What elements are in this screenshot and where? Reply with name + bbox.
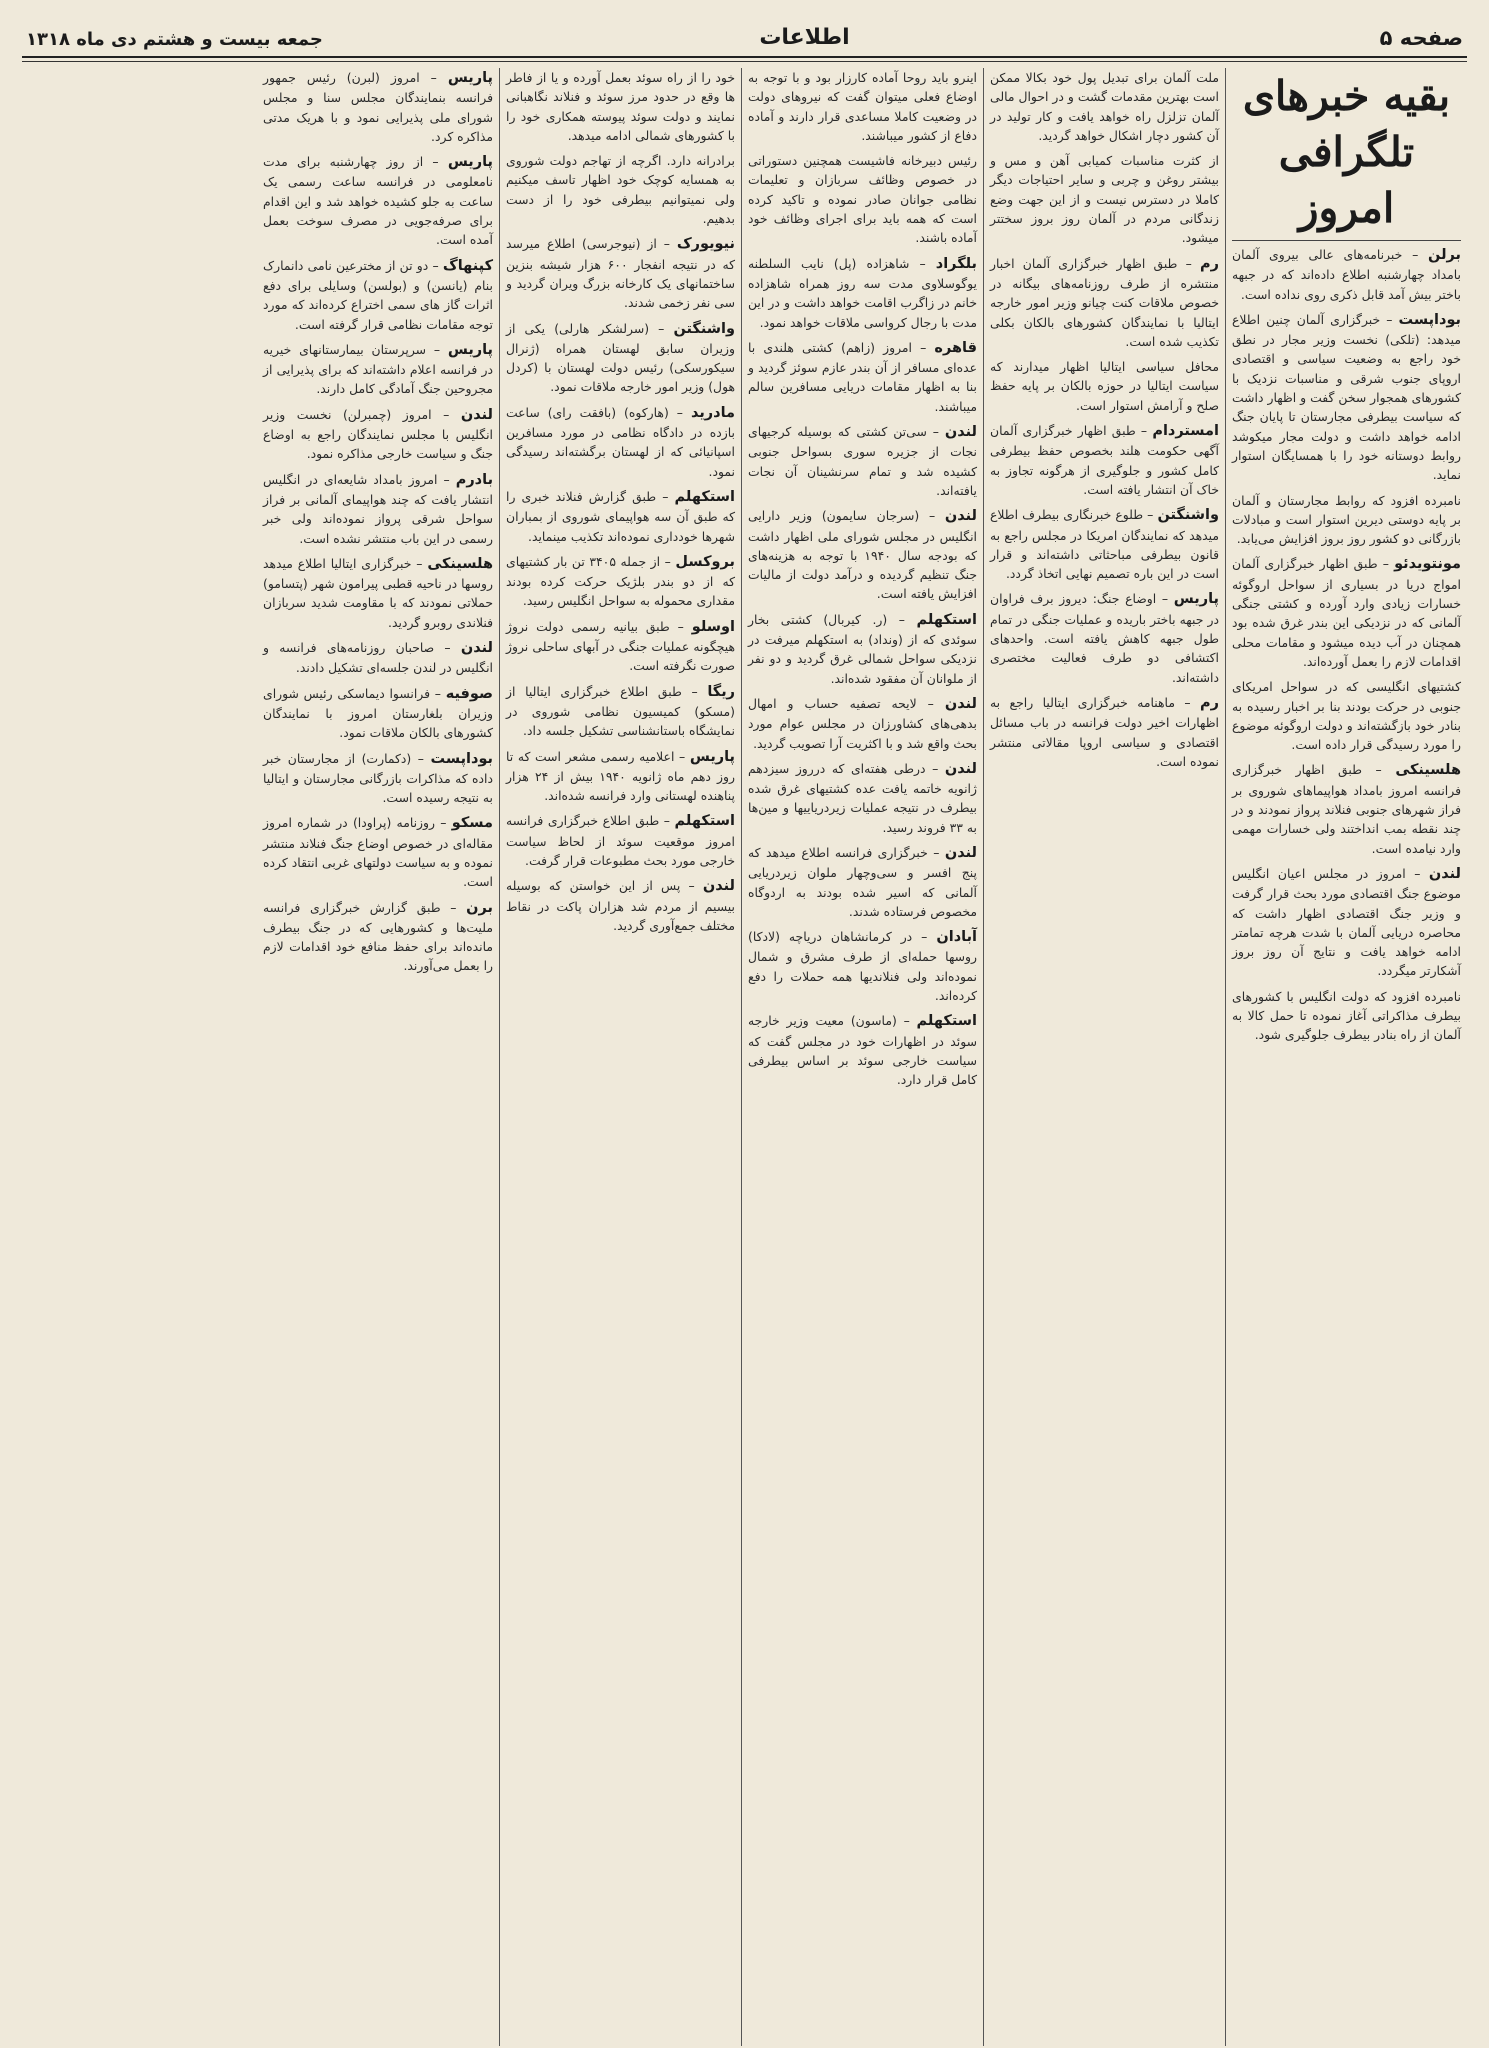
news-dateline: ریگا [707, 683, 736, 700]
news-dateline: برلن [1428, 247, 1462, 263]
news-dateline: پاریس [689, 748, 736, 765]
news-text: طبق اظهار خبرگزاری آلمان آگهی حکومت هلند بخصوص حفظ بیطرفی کامل کشور و جلوگیری از هرگونه تجاوز به خاک آن انتشار یافته است. [990, 423, 1219, 497]
news-text: ماهنامه خبرگزاری ایتالیا راجع به اظهارات اخیر دولت فرانسه در باب مسائل اقتصادی و سیاسی اروپا مقالاتی منتشر نموده است. [990, 694, 1219, 769]
news-item: لندن – امروز (چمبرلن) نخست وزیر انگلیس با مجلس نمایندگان راجع به اوضاع جنگ و سیاست خارجی مذاکره نمود. [263, 406, 493, 462]
news-item [1232, 491, 1461, 549]
news-item: استکهلم – (ر. کیربال) کشتی بخار سوئدی که از (ونداد) به استکهلم میرفت در نزدیکی سواحل شمالی غرق گردید و دو نفر از ملوانان آن مفقود شده‌اند. [748, 611, 977, 686]
header-divider [22, 58, 1467, 62]
news-dateline: مونتویدئو [1394, 556, 1461, 573]
issue-date: جمعه بیست و هشتم دی ماه ۱۳۱۸ [26, 29, 323, 50]
news-item: لندن – درطی هفته‌ای که درروز سیزدهم ژانویه خاتمه یافت عده کشتیهای غرق شده بیطرف در نتیجه عملیات زیردریاییها و مین‌ها به ۳۳ فروند رسید. [748, 760, 977, 835]
news-dateline: بروکسل [675, 553, 735, 570]
news-text: شاهزاده (پل) نایب السلطنه یوگوسلاوی مدت سه روز همراه شاهزاده خانم در زاگرب اقامت خواهد داشت و در این مدت با رجال کرواسی ملاقات خواهد نمود. [748, 255, 977, 330]
news-text: خود را از راه سوئد بعمل آورده و یا از فاطر ها وقع در حدود مرز سوئد و فنلاند نگاهبانی نمایند و دولت سوئد پیوسته همکاری خود را با کشورهای شمالی ادامه میدهد. [506, 70, 735, 143]
news-dateline: لندن [944, 424, 977, 441]
news-item: لندن – پس از این خواستن که بوسیله بیسیم از مردم شد هزاران پاکت در نقاط مختلف جمع‌آوری گردید. [506, 878, 735, 933]
news-item: بلگراد – شاهزاده (پل) نایب السلطنه یوگوسلاوی مدت سه روز همراه شاهزاده خانم در زاگرب اقامت خواهد داشت و در این مدت با رجال کرواسی ملاقات خواهد نمود. [748, 255, 977, 330]
news-dateline: لندن [944, 844, 977, 861]
news-dateline: پاریس [447, 341, 494, 358]
news-text: در کرمانشاهان دریاچه (لادکا) روسها حمله‌ای از طرف مشرق و شمال نموده‌اند ولی فنلاندیها همه حملات را دفع کرده‌اند. [748, 929, 977, 1004]
news-text: سرپرستان بیمارستانهای خیریه در فرانسه اعلام داشته‌اند که برای پذیرایی از مجروحین جنگ آمادگی کامل دارند. [263, 341, 493, 397]
news-item: بوداپست – (دکمارت) از مجارستان خبر داده که مذاکرات بازرگانی مجارستان و ایتالیا به نتیجه رسیده است. [263, 750, 493, 806]
news-dateline: پاریس [1173, 591, 1219, 608]
news-text: طبق گزارش فنلاند خبری را که طبق آن سه هواپیمای شوروی از بمباران شهرها خودداری نموده‌اند تکذیب مینماید. [506, 488, 735, 544]
news-text: پس از این خواستن که بوسیله بیسیم از مردم شد هزاران پاکت در نقاط مختلف جمع‌آوری گردید. [506, 878, 735, 933]
news-item: واشنگتن – (سرلشکر هارلی) یکی از وزیران سابق لهستان همراه (ژنرال سیکورسکی) رئیس دولت لهستان با (کردل هول) وزیر امور خارجه ملاقات نمود. [506, 320, 735, 395]
news-item: آبادان – در کرمانشاهان دریاچه (لادکا) روسها حمله‌ای از طرف مشرق و شمال نموده‌اند ولی فنلاندیها همه حملات را دفع کرده‌اند. [748, 929, 977, 1004]
news-dateline: لندن [944, 508, 977, 525]
news-dateline: هلسینکی [427, 555, 493, 572]
news-text: طبق بیانیه رسمی دولت نروژ هیچگونه عملیات جنگی در آبهای ساحلی نروژ صورت نگرفته است. [506, 618, 735, 674]
column-3 [741, 68, 983, 2046]
news-text: برادرانه دارد. اگرچه از تهاجم دولت شوروی به همسایه کوچک خود اظهار تاسف میکنیم ولی نمیتوانیم بیطرفی خود را از دست بدهیم. [506, 153, 735, 227]
publication-name: اطلاعات [759, 25, 850, 50]
news-item [506, 68, 735, 145]
news-text: امروز در مجلس اعیان انگلیس موضوع جنگ اقتصادی مورد بحث قرار گرفت و وزیر جنگ اقتصادی اظهار داشت که محاصره دریایی آلمان با شدت هرچه تمامتر ادامه خواهد یافت و نتایج آن روز بروز آشکارتر میگردد. [1232, 865, 1461, 979]
news-dateline: پاریس [447, 70, 493, 86]
news-text: طبق اطلاع خبرگزاری ایتالیا از (مسکو) کمیسیون نظامی شوروی در نمایشگاه باستانشناسی تشکیل جلسه داد. [506, 683, 735, 739]
news-text: کشتیهای انگلیسی که در سواحل امریکای جنوبی در حرکت بودند بنا بر اخبار رسیده به بنادر خود بازگشته‌اند و دولت اروگوئه موضوع را مورد رسیدگی قرار داده است. [1232, 679, 1461, 753]
news-dateline: لندن [944, 760, 977, 777]
news-text: روزنامه (پراودا) در شماره امروز مقاله‌ای در خصوص اوضاع جنگ فنلاند منتشر نموده و به سیاست دولتهای غربی انتقاد کرده است. [263, 815, 493, 890]
news-item: مادرید – (هارکوه) (بافقت رای) ساعت بازده در دادگاه نظامی در مورد مسافرین اسپانیائی که از لهستان برگشته‌اند رسیدگی نمود. [506, 404, 735, 479]
column-2 [983, 68, 1225, 2046]
news-dateline: رم [1200, 255, 1219, 272]
news-text: امروز (چمبرلن) نخست وزیر انگلیس با مجلس نمایندگان راجع به اوضاع جنگ و سیاست خارجی مذاکره نمود. [263, 406, 493, 462]
news-item: استکهلم – طبق گزارش فنلاند خبری را که طبق آن سه هواپیمای شوروی از بمباران شهرها خودداری نموده‌اند تکذیب مینماید. [506, 488, 735, 544]
news-text: خبرگزاری ایتالیا اطلاع میدهد روسها در ناحیه قطبی پیرامون شهر (پتسامو) حملاتی نمودند که با مقاومت شدید سربازان فنلاندی روبرو گردید. [263, 555, 493, 630]
news-dateline: استکهلم [916, 1013, 977, 1030]
news-item: لندن – لایحه تصفیه حساب و امهال بدهی‌های کشاورزان در مجلس عوام مورد بحث واقع شد و با اکثریت آرا تصویب گردید. [748, 695, 977, 751]
news-dateline: رم [1200, 694, 1219, 711]
news-dateline: نیویورک [676, 236, 735, 253]
news-text: (هارکوه) (بافقت رای) ساعت بازده در دادگاه نظامی در مورد مسافرین اسپانیائی که از لهستان برگشته‌اند رسیدگی نمود. [506, 404, 735, 479]
news-text: اعلامیه رسمی مشعر است که تا روز دهم ماه ژانویه ۱۹۴۰ بیش از ۲۴ هزار پناهنده لهستانی وارد فرانسه شده‌اند. [506, 748, 735, 804]
news-item: استکهلم – (ماسون) معیت وزیر خارجه سوئد در اظهارات خود در مجلس گفت که سیاست خارجی سوئد بر اساس بیطرفی کامل قرار دارد. [748, 1013, 977, 1088]
news-item: ریگا – طبق اطلاع خبرگزاری ایتالیا از (مسکو) کمیسیون نظامی شوروی در نمایشگاه باستانشناسی تشکیل جلسه داد. [506, 683, 736, 739]
news-item: هلسینکی – خبرگزاری ایتالیا اطلاع میدهد روسها در ناحیه قطبی پیرامون شهر (پتسامو) حملاتی نمودند که با مقاومت شدید سربازان فنلاندی روبرو گردید. [263, 555, 493, 630]
news-item: لندن – (سرجان سایمون) وزیر دارایی انگلیس در مجلس شورای ملی اظهار داشت که بودجه سال ۱۹۴۰ با توجه به هزینه‌های جنگ تنظیم گردیده و درآمد دولت از مالیات افزایش یافته است. [748, 508, 978, 602]
news-text: امروز (زاهم) کشتی هلندی با عده‌ای مسافر از آن بندر عازم سوئز گردید و بنا به اظهار مقامات دریایی مسافرین سالم میباشند. [748, 339, 977, 414]
news-text: فرانسوا دیماسکی رئیس شورای وزیران بلغارستان امروز با نمایندگان کشورهای بالکان ملاقات نمود. [263, 685, 493, 741]
news-dateline: کپنهاگ [442, 257, 494, 274]
news-dateline: برن [466, 899, 493, 916]
news-text: از جمله ۳۴۰۵ تن بار کشتیهای که از دو بندر بلژیک حرکت کرده بودند مقداری محموله به سواحل انگلیس رسید. [506, 553, 735, 609]
news-dateline: اوسلو [691, 618, 735, 635]
news-text: سی‌تن کشتی که بوسیله کرجیهای نجات از جزیره سوری بسواحل جنوبی کشیده شد و تمام سرنشینان آن نجات یافته‌اند. [748, 424, 977, 498]
news-item: برلن – خبرنامه‌های عالی بیروی آلمان بامداد چهارشنبه اطلاع داده‌اند که در جبهه باختر بیش آمد قابل ذکری روی نداده است. [1232, 247, 1462, 302]
news-item: رم – طبق اظهار خبرگزاری آلمان اخبار منتشره از طرف روزنامه‌های بیگانه در خصوص ملاقات کنت چیانو وزیر امور خارجه ایتالیا با نمایندگان کشورهای بالکان بکلی تکذیب شده است. [990, 255, 1219, 349]
news-dateline: لندن [1428, 865, 1461, 882]
news-text: خبرگزاری فرانسه اطلاع میدهد که پنج افسر و سی‌وچهار ملوان زیردریایی آلمانی که اسیر شده بودند به اردوگاه مخصوص فرستاده شدند. [748, 844, 977, 919]
news-item: نیویورک – از (نیوجرسی) اطلاع میرسد که در نتیجه انفجار ۶۰۰ هزار شیشه بنزین ساختمانهای یک کارخانه بزرگ ویران گردید و سی نفر زخمی شدند. [506, 236, 735, 311]
news-text: رئیس دبیرخانه فاشیست همچنین دستوراتی در خصوص وظائف سربازان و تعلیمات نظامی جوانان صادر نموده و تاکید کرده است که همه باید برای اجرای وظائف خود آماده باشند. [748, 153, 977, 246]
news-item: مونتویدئو – طبق اظهار خبرگزاری آلمان امواج دریا در بسیاری از سواحل اروگوئه خسارات زیادی وارد آورده و کشتی جنگی آلمانی که در نزدیکی این بندر غرق شده بود همچنان در آب دیده میشود و مقامات محلی اقدامات لازم را بعمل آورده‌اند. [1232, 556, 1461, 669]
news-dateline: مادرید [690, 404, 735, 421]
news-item: بوداپست – خبرگزاری آلمان چنین اطلاع میدهد: (تلکی) نخست وزیر مجار در نطق خود راجع به وضعیت سیاسی و اقتصادی اروپای جنوب شرقی و مناسبات نزدیک با کشورهای همجوار سخن گفت و اظهار داشت که سیاست بیطرفی مجارستان تا پایان جنگ ادامه خواهد داشت و دولت مجار میکوشد روابط دوستانه خود را با همسایگان استوار نماید. [1232, 311, 1461, 483]
news-text: ملت آلمان برای تبدیل پول خود بکالا ممکن است بهترین مقدمات گشت و در احوال مالی آلمان تزلزل راه خواهد یافت و کار تولید در آن کشور دچار اشکال خواهد گردید. [990, 70, 1219, 143]
news-text: طبق اطلاع خبرگزاری فرانسه امروز موقعیت سوئد از لحاظ سیاست خارجی مورد بحث مطبوعات قرار گرفت. [506, 813, 735, 868]
news-item: رم – ماهنامه خبرگزاری ایتالیا راجع به اظهارات اخیر دولت فرانسه در باب مسائل اقتصادی و سیاسی اروپا مقالاتی منتشر نموده است. [990, 694, 1219, 769]
news-item: پاریس – سرپرستان بیمارستانهای خیریه در فرانسه اعلام داشته‌اند که برای پذیرایی از مجروحین جنگ آمادگی کامل دارند. [263, 341, 494, 397]
news-text: خبرنامه‌های عالی بیروی آلمان بامداد چهارشنبه اطلاع داده‌اند که در جبهه باختر بیش آمد قابل ذکری روی نداده است. [1232, 247, 1461, 302]
news-item: پاریس – اعلامیه رسمی مشعر است که تا روز دهم ماه ژانویه ۱۹۴۰ بیش از ۲۴ هزار پناهنده لهستانی وارد فرانسه شده‌اند. [506, 748, 736, 804]
news-text: (دکمارت) از مجارستان خبر داده که مذاکرات بازرگانی مجارستان و ایتالیا به نتیجه رسیده است. [263, 750, 493, 806]
news-item [1232, 987, 1461, 1045]
news-text: از (نیوجرسی) اطلاع میرسد که در نتیجه انفجار ۶۰۰ هزار شیشه بنزین ساختمانهای یک کارخانه بزرگ ویران گردید و سی نفر زخمی شدند. [506, 236, 735, 311]
news-item: هلسینکی – طبق اظهار خبرگزاری فرانسه امروز بامداد هواپیماهای شوروی بر فراز شهرهای جنوبی فنلاند پرواز نمودند و در چند نقطه بمب انداختند ولی خسارات مهمی وارد نیامده است. [1232, 762, 1461, 856]
news-text: طبق اظهار خبرگزاری آلمان اخبار منتشره از طرف روزنامه‌های بیگانه در خصوص ملاقات کنت چیانو وزیر امور خارجه ایتالیا با نمایندگان کشورهای بالکان بکلی تکذیب شده است. [990, 255, 1219, 349]
news-dateline: صوفیه [445, 685, 493, 702]
news-text: از روز چهارشنبه برای مدت نامعلومی در فرانسه ساعت رسمی یک ساعت به جلو کشیده خواهد شد و این اقدام برای صرفه‌جویی در مصرف سوخت بعمل آمده است. [263, 154, 493, 248]
news-item [748, 68, 977, 145]
news-item: اوسلو – طبق بیانیه رسمی دولت نروژ هیچگونه عملیات جنگی در آبهای ساحلی نروژ صورت نگرفته است. [506, 618, 735, 674]
news-text: طبق اظهار خبرگزاری فرانسه امروز بامداد هواپیماهای شوروی بر فراز شهرهای جنوبی فنلاند پرواز نمودند و در چند نقطه بمب انداختند ولی خسارات مهمی وارد نیامده است. [1232, 762, 1461, 856]
news-text: صاحبان روزنامه‌های فرانسه و انگلیس در لندن جلسه‌ای تشکیل دادند. [263, 640, 493, 676]
news-text: لایحه تصفیه حساب و امهال بدهی‌های کشاورزان در مجلس عوام مورد بحث واقع شد و با اکثریت آرا تصویب گردید. [748, 695, 977, 751]
news-text: امروز (لبرن) رئیس جمهور فرانسه بنمایندگان مجلس سنا و مجلس شورای ملی پذیرایی نمود و با هریک مدتی مذاکره کرد. [263, 70, 493, 144]
news-item: استکهلم – طبق اطلاع خبرگزاری فرانسه امروز موقعیت سوئد از لحاظ سیاست خارجی مورد بحث مطبوعات قرار گرفت. [506, 813, 735, 868]
news-item: لندن – امروز در مجلس اعیان انگلیس موضوع جنگ اقتصادی مورد بحث قرار گرفت و وزیر جنگ اقتصادی اظهار داشت که محاصره دریایی آلمان با شدت هرچه تمامتر ادامه خواهد یافت و نتایج آن روز بروز آشکارتر میگردد. [1232, 865, 1461, 979]
news-dateline: استکهلم [916, 611, 977, 628]
news-text: (ر. کیربال) کشتی بخار سوئدی که از (ونداد) به استکهلم میرفت در نزدیکی سواحل شمالی غرق گردید و دو نفر از ملوانان آن مفقود شده‌اند. [748, 611, 977, 686]
news-text: درطی هفته‌ای که درروز سیزدهم ژانویه خاتمه یافت عده کشتیهای غرق شده بیطرف در نتیجه عملیات زیردریاییها و مین‌ها به ۳۳ فروند رسید. [748, 760, 977, 835]
news-item [990, 68, 1219, 145]
news-text: از کثرت مناسبات کمیابی آهن و مس و بیشتر روغن و چربی و سایر احتیاجات دیگر کاملا در دسترس نیست و از این جهت وضع زندگانی مردم در آلمان روز بروز سختتر میشود. [990, 153, 1219, 246]
news-item [990, 357, 1219, 415]
news-dateline: پاریس [447, 154, 493, 171]
column-5 [257, 68, 499, 2046]
news-item: بادرم – امروز بامداد شایعه‌ای در انگلیس انتشار یافت که چند هواپیمای آلمانی بر فراز سواحل شرقی پرواز نموده‌اند ولی خبر رسمی در این باب منتشر نشده است. [263, 471, 494, 546]
news-text: طلوع خبرنگاری بیطرف اطلاع میدهد که نمایندگان امریکا در مجلس راجع به قانون بیطرفی مباحثاتی داشته‌اند و قرار است در این باره تصمیم نهایی اتخاذ گردد. [990, 507, 1219, 582]
news-item: لندن – صاحبان روزنامه‌های فرانسه و انگلیس در لندن جلسه‌ای تشکیل دادند. [263, 640, 493, 676]
column-1 [1225, 68, 1467, 2046]
page-header [22, 14, 1467, 58]
news-dateline: هلسینکی [1395, 762, 1461, 779]
news-text: (سرجان سایمون) وزیر دارایی انگلیس در مجلس شورای ملی اظهار داشت که بودجه سال ۱۹۴۰ با توجه به هزینه‌های جنگ تنظیم گردیده و درآمد دولت از مالیات افزایش یافته است. [748, 508, 978, 602]
news-text: نامبرده افزود که دولت انگلیس با کشورهای بیطرف مذاکراتی آغاز نموده تا حمل کالا به آلمان از راه بنادر بیطرف جلوگیری شود. [1232, 988, 1461, 1043]
column-4 [499, 68, 741, 2046]
news-item: امستردام – طبق اظهار خبرگزاری آلمان آگهی حکومت هلند بخصوص حفظ بیطرفی کامل کشور و جلوگیری از هرگونه تجاوز به خاک آن انتشار یافته است. [990, 423, 1219, 497]
news-text: (ماسون) معیت وزیر خارجه سوئد در اظهارات خود در مجلس گفت که سیاست خارجی سوئد بر اساس بیطرفی کامل قرار دارد. [748, 1013, 977, 1088]
news-text: (سرلشکر هارلی) یکی از وزیران سابق لهستان همراه (ژنرال سیکورسکی) رئیس دولت لهستان با (کردل هول) وزیر امور خارجه ملاقات نمود. [506, 320, 735, 395]
news-text: طبق اظهار خبرگزاری آلمان امواج دریا در بسیاری از سواحل اروگوئه خسارات زیادی وارد آورده و کشتی جنگی آلمانی که در نزدیکی این بندر غرق شده بود همچنان در آب دیده میشود و مقامات محلی اقدامات لازم را بعمل آورده‌اند. [1232, 556, 1461, 669]
news-dateline: بادرم [455, 471, 494, 488]
news-dateline: بلگراد [935, 255, 977, 272]
page-number: صفحه ۵ [1379, 26, 1463, 50]
news-text: طبق گزارش خبرگزاری فرانسه ملیت‌ها و کشورهایی که در جنگ بیطرف مانده‌اند برای حفظ منافع خود اقدامات لازم را بعمل می‌آورند. [263, 899, 493, 974]
news-dateline: بوداپست [430, 750, 493, 767]
news-text: محافل سیاسی ایتالیا اظهار میدارند که سیاست ایتالیا در حوزه بالکان بر پایه حفظ صلح و آرامش استوار است. [990, 359, 1219, 413]
news-item: پاریس – اوضاع جنگ: دیروز برف فراوان در جبهه باختر باریده و عملیات جنگی در تمام طول جبهه کاهش یافته است. واحدهای اکتشافی دو طرف فعالیت مختصری داشته‌اند. [990, 591, 1219, 685]
news-dateline: مسکو [451, 815, 493, 832]
news-text: اوضاع جنگ: دیروز برف فراوان در جبهه باختر باریده و عملیات جنگی در تمام طول جبهه کاهش یافته است. واحدهای اکتشافی دو طرف فعالیت مختصری داشته‌اند. [990, 591, 1219, 685]
news-dateline: لندن [702, 878, 735, 895]
news-dateline: آبادان [936, 929, 977, 946]
news-dateline: قاهره [934, 339, 977, 356]
news-dateline: بوداپست [1398, 311, 1461, 328]
news-item: پاریس – امروز (لبرن) رئیس جمهور فرانسه بنمایندگان مجلس سنا و مجلس شورای ملی پذیرایی نمود و با هریک مدتی مذاکره کرد. [263, 70, 493, 144]
news-item: بروکسل – از جمله ۳۴۰۵ تن بار کشتیهای که از دو بندر بلژیک حرکت کرده بودند مقداری محموله به سواحل انگلیس رسید. [506, 553, 735, 609]
news-text: دو تن از مخترعین نامی دانمارک بنام (یانسن) و (بولسن) وسایلی برای دفع اثرات گاز های سمی اختراع کرده‌اند که مورد توجه مقامات نظامی قرار گرفته است. [263, 257, 493, 332]
news-text: امروز بامداد شایعه‌ای در انگلیس انتشار یافت که چند هواپیمای آلمانی بر فراز سواحل شرقی پرواز نموده‌اند ولی خبر رسمی در این باب منتشر نشده است. [263, 471, 493, 546]
news-item: لندن – سی‌تن کشتی که بوسیله کرجیهای نجات از جزیره سوری بسواحل جنوبی کشیده شد و تمام سرنشینان آن نجات یافته‌اند. [748, 424, 977, 498]
news-item: واشنگتن – طلوع خبرنگاری بیطرف اطلاع میدهد که نمایندگان امریکا در مجلس راجع به قانون بیطرفی مباحثاتی داشته‌اند و قرار است در این باره تصمیم نهایی اتخاذ گردد. [990, 507, 1219, 582]
news-item [990, 151, 1219, 247]
news-item: پاریس – از روز چهارشنبه برای مدت نامعلومی در فرانسه ساعت رسمی یک ساعت به جلو کشیده خواهد شد و این اقدام برای صرفه‌جویی در مصرف سوخت بعمل آمده است. [263, 154, 493, 248]
news-dateline: واشنگتن [673, 320, 735, 337]
news-item [506, 151, 735, 228]
news-item: کپنهاگ – دو تن از مخترعین نامی دانمارک بنام (یانسن) و (بولسن) وسایلی برای دفع اثرات گاز های سمی اختراع کرده‌اند که مورد توجه مقامات نظامی قرار گرفته است. [263, 257, 494, 332]
news-dateline: واشنگتن [1157, 507, 1219, 524]
news-item: قاهره – امروز (زاهم) کشتی هلندی با عده‌ای مسافر از آن بندر عازم سوئز گردید و بنا به اظهار مقامات دریایی مسافرین سالم میباشند. [748, 339, 977, 414]
news-text: اینرو باید روحا آماده کارزار بود و با توجه به اوضاع فعلی میتوان گفت که نیروهای دولت در وضعیت کاملا مساعدی قرار دارند و آماده دفاع از کشور میباشند. [748, 70, 977, 143]
news-dateline: لندن [944, 695, 977, 712]
news-item: صوفیه – فرانسوا دیماسکی رئیس شورای وزیران بلغارستان امروز با نمایندگان کشورهای بالکان ملاقات نمود. [263, 685, 493, 741]
news-item: لندن – خبرگزاری فرانسه اطلاع میدهد که پنج افسر و سی‌وچهار ملوان زیردریایی آلمانی که اسیر شده بودند به اردوگاه مخصوص فرستاده شدند. [748, 844, 977, 919]
news-item [1232, 677, 1461, 754]
news-item: برن – طبق گزارش خبرگزاری فرانسه ملیت‌ها و کشورهایی که در جنگ بیطرف مانده‌اند برای حفظ منافع خود اقدامات لازم را بعمل می‌آورند. [263, 899, 493, 974]
news-item: مسکو – روزنامه (پراودا) در شماره امروز مقاله‌ای در خصوص اوضاع جنگ فنلاند منتشر نموده و به سیاست دولتهای غربی انتقاد کرده است. [263, 815, 493, 890]
news-text: نامبرده افزود که روابط مجارستان و آلمان بر پایه دوستی دیرین استوار است و مبادلات بازرگانی دو کشور روز بروز افزایش می‌یابد. [1232, 492, 1461, 547]
section-banner: بقیه خبرهای تلگرافی امروز [1232, 68, 1461, 241]
news-dateline: لندن [460, 406, 493, 423]
news-dateline: امستردام [1152, 423, 1219, 440]
columns [22, 68, 1467, 2046]
news-dateline: استکهلم [674, 813, 735, 830]
news-dateline: لندن [460, 640, 493, 657]
news-item [748, 151, 977, 247]
news-dateline: استکهلم [674, 488, 735, 505]
news-text: خبرگزاری آلمان چنین اطلاع میدهد: (تلکی) نخست وزیر مجار در نطق خود راجع به وضعیت سیاسی و اقتصادی اروپای جنوب شرقی و مناسبات نزدیک با کشورهای همجوار سخن گفت و اظهار داشت که سیاست بیطرفی مجارستان تا پایان جنگ ادامه خواهد داشت و دولت مجار میکوشد روابط دوستانه خود را با همسایگان استوار نماید. [1232, 311, 1461, 483]
